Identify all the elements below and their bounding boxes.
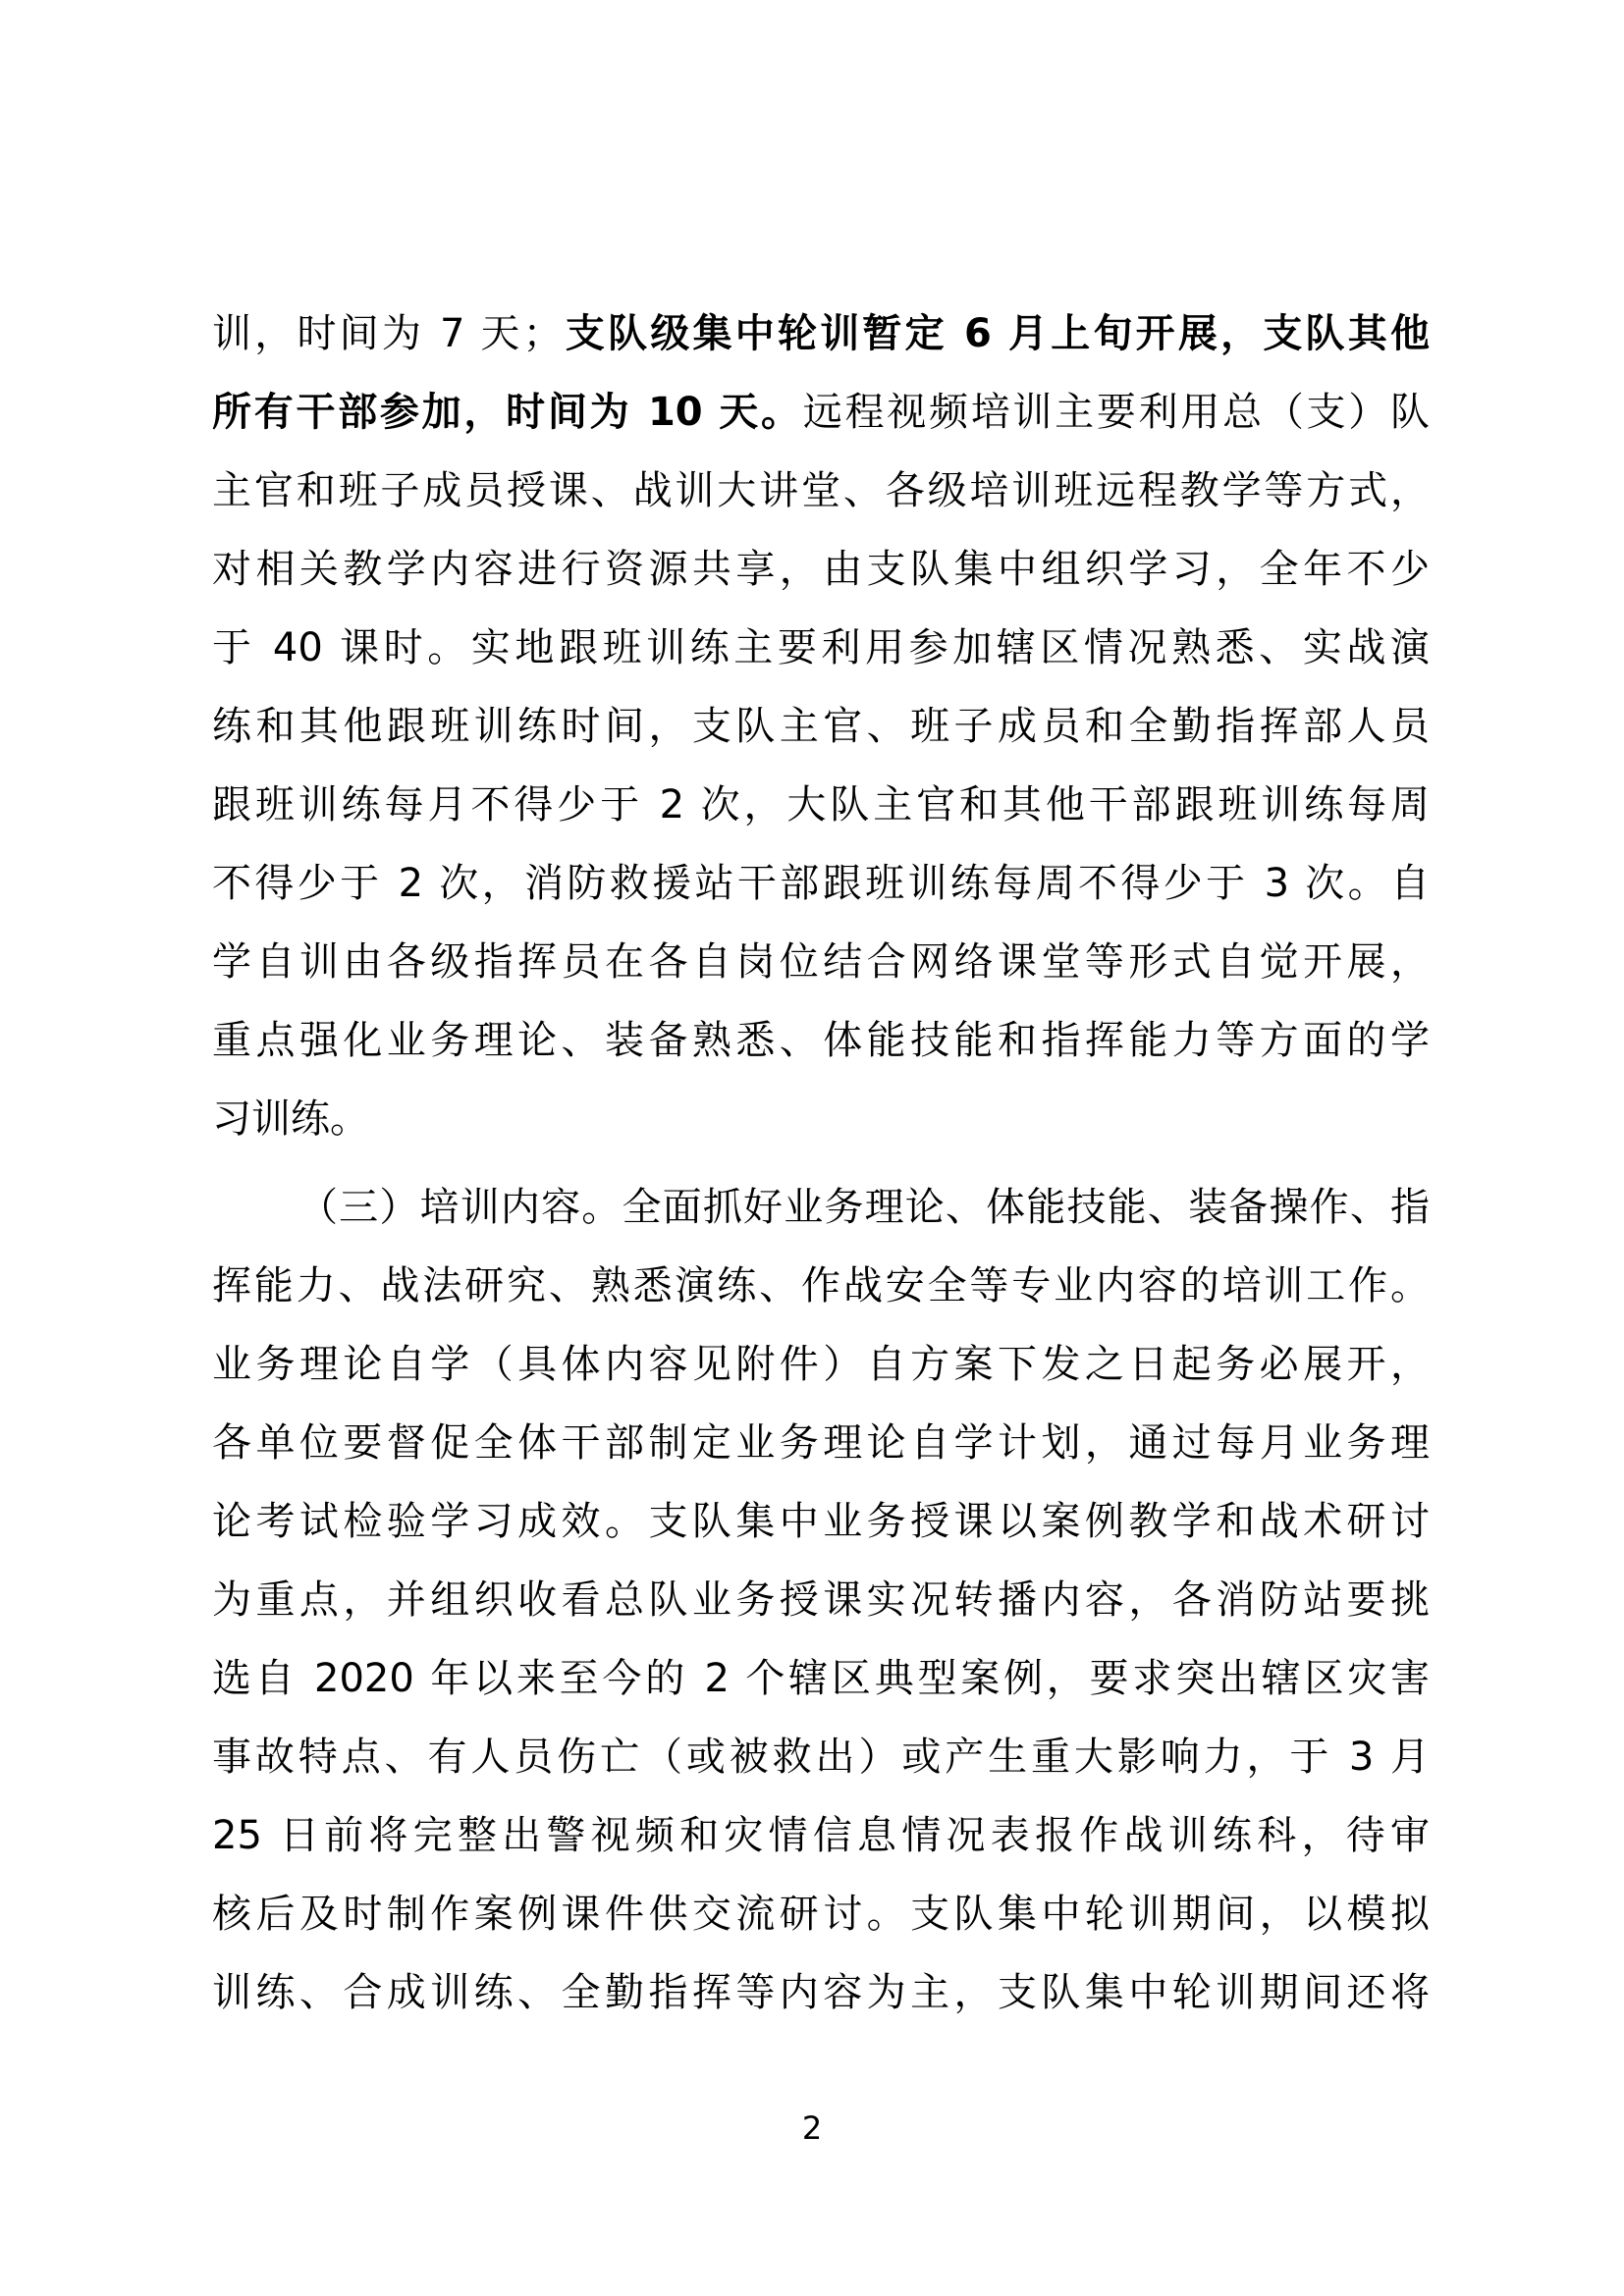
body-line-7: 跟班训练每月不得少于 2 次，大队主官和其他干部跟班训练每周	[212, 782, 1430, 828]
body-line-17: 为重点，并组织收看总队业务授课实况转播内容，各消防站要挑	[212, 1577, 1430, 1623]
body-line-22: 训练、合成训练、全勤指挥等内容为主，支队集中轮训期间还将	[212, 1970, 1430, 2015]
line-1-normal: 训，时间为 7 天；	[212, 311, 563, 356]
body-line-15: 各单位要督促全体干部制定业务理论自学计划，通过每月业务理	[212, 1420, 1430, 1466]
body-line-4: 对相关教学内容进行资源共享，由支队集中组织学习，全年不少	[212, 547, 1430, 592]
section-heading-line: （三）培训内容。全面抓好业务理论、体能技能、装备操作、指	[298, 1185, 1430, 1230]
body-line-18: 选自 2020 年以来至今的 2 个辖区典型案例，要求突出辖区灾害	[212, 1656, 1430, 1701]
body-line-16: 论考试检验学习成效。支队集中业务授课以案例教学和战术研讨	[212, 1499, 1430, 1544]
body-line-8: 不得少于 2 次，消防救援站干部跟班训练每周不得少于 3 次。自	[212, 861, 1430, 906]
line-2-bold: 所有干部参加，时间为 10 天。	[212, 390, 803, 435]
body-line-2	[212, 373, 1430, 452]
body-line-1	[212, 294, 1430, 373]
body-line-6: 练和其他跟班训练时间，支队主官、班子成员和全勤指挥部人员	[212, 704, 1430, 749]
line-2-normal: 远程视频培训主要利用总（支）队	[802, 390, 1431, 435]
body-line-14: 业务理论自学（具体内容见附件）自方案下发之日起务必展开，	[212, 1342, 1430, 1387]
body-line-5: 于 40 课时。实地跟班训练主要利用参加辖区情况熟悉、实战演	[212, 625, 1430, 670]
body-line-19: 事故特点、有人员伤亡（或被救出）或产生重大影响力，于 3 月	[212, 1735, 1430, 1780]
body-line-3: 主官和班子成员授课、战训大讲堂、各级培训班远程教学等方式，	[212, 468, 1430, 513]
body-line-10: 重点强化业务理论、装备熟悉、体能技能和指挥能力等方面的学	[212, 1018, 1430, 1063]
line-1-bold: 支队级集中轮训暂定 6 月上旬开展，支队其他	[562, 311, 1430, 356]
body-line-20: 25 日前将完整出警视频和灾情信息情况表报作战训练科，待审	[212, 1813, 1430, 1858]
body-line-13: 挥能力、战法研究、熟悉演练、作战安全等专业内容的培训工作。	[212, 1263, 1430, 1308]
body-line-9: 学自训由各级指挥员在各自岗位结合网络课堂等形式自觉开展，	[212, 939, 1430, 985]
body-line-11: 习训练。	[212, 1096, 369, 1142]
page-number: 2	[801, 2109, 823, 2147]
body-line-21: 核后及时制作案例课件供交流研讨。支队集中轮训期间，以模拟	[212, 1892, 1430, 1937]
